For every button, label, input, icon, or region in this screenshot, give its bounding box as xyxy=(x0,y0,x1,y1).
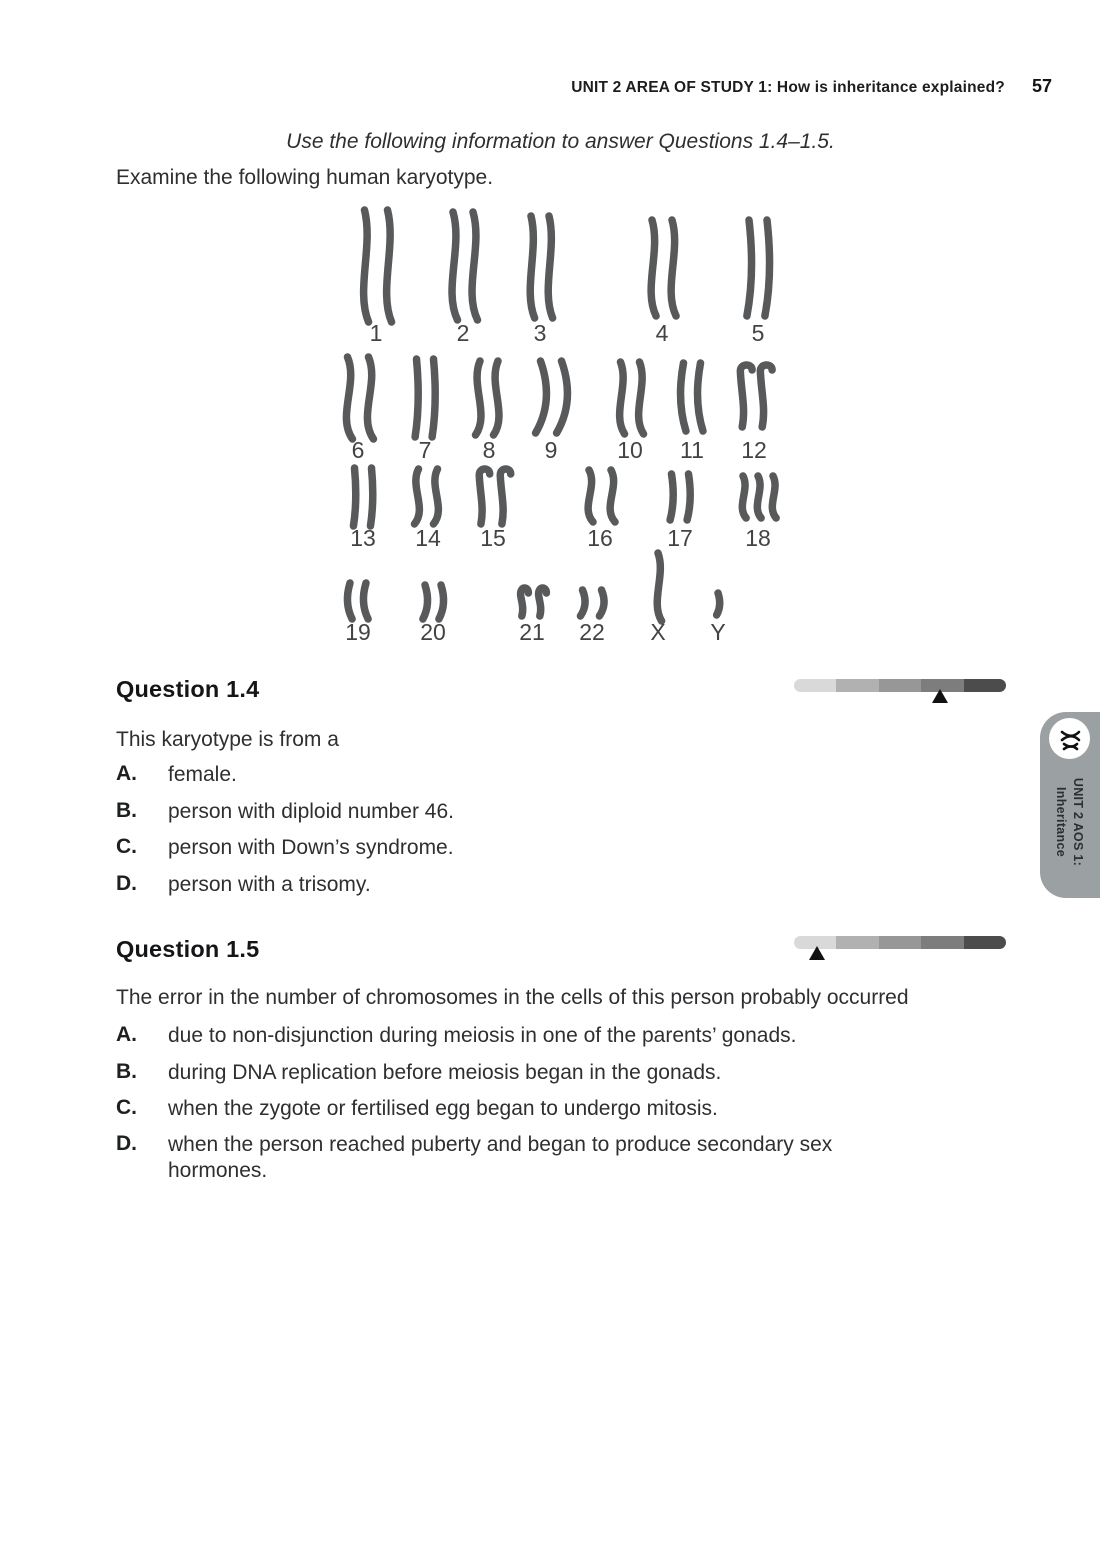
chromosome-label: 2 xyxy=(456,320,470,346)
difficulty-segment xyxy=(879,936,921,949)
difficulty-segment xyxy=(794,679,836,692)
chromosome-label: 14 xyxy=(415,525,441,551)
chromosome-label: 15 xyxy=(480,525,506,551)
chromosome xyxy=(681,363,686,431)
question-1-5-stem: The error in the number of chromosomes in the cells of this person probably occurred xyxy=(116,986,909,1009)
chromosome xyxy=(620,362,625,434)
tab-label xyxy=(1050,752,1086,892)
chromosome-label: 6 xyxy=(351,437,365,463)
chromosome xyxy=(757,476,761,518)
chromosome-label: Y xyxy=(710,619,726,645)
option-text: person with Down’s syndrome. xyxy=(168,836,454,859)
option-text: person with diploid number 46. xyxy=(168,800,455,823)
chromosome-label: 7 xyxy=(418,437,432,463)
karyotype-svg xyxy=(330,200,800,648)
chromosome xyxy=(415,359,418,437)
chromosome xyxy=(387,210,392,322)
chromosome xyxy=(346,357,352,439)
difficulty-pointer xyxy=(809,946,825,960)
difficulty-segment xyxy=(964,679,1006,692)
chromosome-label: 16 xyxy=(587,525,613,551)
chromosome xyxy=(717,593,720,615)
chromosome-label: 19 xyxy=(345,619,371,645)
chromosome xyxy=(772,476,776,518)
chromosome xyxy=(353,468,355,526)
chromosome xyxy=(548,216,552,318)
option-letter: A. xyxy=(116,1023,137,1046)
chromosome xyxy=(367,357,373,439)
difficulty-segment xyxy=(921,936,963,949)
chromosome-label: 3 xyxy=(533,320,547,346)
difficulty-bar-q1-5 xyxy=(794,936,1006,949)
chromosome xyxy=(472,212,477,320)
option-text: when the person reached puberty and began to produce secondary sex hormones. xyxy=(168,1133,833,1183)
option-text: female. xyxy=(168,763,237,786)
chromosome-label: 22 xyxy=(579,619,605,645)
chromosome xyxy=(432,359,435,437)
chromosome-label: 20 xyxy=(420,619,446,645)
chromosome xyxy=(476,361,481,435)
chromosome xyxy=(698,363,703,431)
question-1-4-stem: This karyotype is from a xyxy=(116,728,339,751)
option-letter: D. xyxy=(116,1132,137,1155)
chromosome xyxy=(740,365,752,427)
difficulty-segment xyxy=(879,679,921,692)
header-title: UNIT 2 AREA OF STUDY 1: How is inheritance explained? xyxy=(571,79,1005,96)
karyotype-prompt: Examine the following human karyotype. xyxy=(116,166,494,189)
tab-label-line1: UNIT 2 AOS 1: xyxy=(1071,777,1085,867)
chromosome-label: 8 xyxy=(482,437,496,463)
chromosome xyxy=(539,588,547,616)
chromosome-label: 13 xyxy=(350,525,376,551)
chromosome-label: 9 xyxy=(544,437,558,463)
chromosome-label: 18 xyxy=(745,525,771,551)
chromosome xyxy=(363,583,368,619)
option-letter: A. xyxy=(116,762,137,785)
chromosome xyxy=(610,470,615,522)
difficulty-segment xyxy=(836,936,878,949)
chromosome xyxy=(414,469,419,524)
chromosome xyxy=(742,476,746,518)
chromosome-label: 17 xyxy=(667,525,693,551)
chromosome-label: 10 xyxy=(617,437,643,463)
difficulty-bar-q1-4 xyxy=(794,679,1006,692)
chromosome xyxy=(433,469,438,524)
chromosome-label: 11 xyxy=(680,437,704,463)
option-letter: C. xyxy=(116,835,137,858)
difficulty-gradient xyxy=(794,936,1006,949)
question-1-4-heading: Question 1.4 xyxy=(116,676,260,702)
unit-side-tab xyxy=(1040,712,1100,898)
chromosome-label: 1 xyxy=(369,320,383,346)
chromosome xyxy=(536,361,547,433)
chromosome xyxy=(479,469,489,524)
option-letter: B. xyxy=(116,799,137,822)
option-letter: D. xyxy=(116,872,137,895)
page-number: 57 xyxy=(1031,76,1052,96)
chromosome xyxy=(760,365,772,427)
chromosome xyxy=(347,583,352,619)
karyotype-figure xyxy=(330,200,800,648)
chromosome xyxy=(423,585,428,619)
option-text: during DNA replication before meiosis began in the gonads. xyxy=(168,1061,722,1084)
chromosome xyxy=(494,361,499,435)
question-1-5-heading: Question 1.5 xyxy=(116,936,260,962)
chromosome xyxy=(521,588,529,616)
difficulty-pointer xyxy=(932,689,948,703)
chromosome xyxy=(452,212,457,320)
chromosome-label: 12 xyxy=(741,437,767,463)
chromosome xyxy=(657,553,661,621)
option-text: due to non-disjunction during meiosis in one of the parents’ gonads. xyxy=(168,1024,797,1047)
option-letter: B. xyxy=(116,1060,137,1083)
chromosome xyxy=(557,361,568,433)
page-header xyxy=(0,76,1052,97)
difficulty-segment xyxy=(964,936,1006,949)
chromosome xyxy=(500,469,510,524)
chromosome xyxy=(651,220,656,316)
chromosome-label: 21 xyxy=(519,619,545,645)
chromosome-label: 4 xyxy=(655,320,669,346)
tab-label-line2: Inheritance xyxy=(1054,787,1069,857)
chromosome xyxy=(765,220,770,316)
difficulty-gradient xyxy=(794,679,1006,692)
chromosome xyxy=(670,474,673,520)
option-text: when the zygote or fertilised egg began to undergo mitosis. xyxy=(168,1097,718,1120)
chromosome xyxy=(580,590,585,616)
chromosome-label: 5 xyxy=(751,320,765,346)
chromosome xyxy=(370,468,372,526)
chromosome xyxy=(530,216,534,318)
option-text: person with a trisomy. xyxy=(168,873,371,896)
chromosome xyxy=(747,220,752,316)
chromosome xyxy=(588,470,593,522)
chromosome-label: X xyxy=(650,619,666,645)
chromosome xyxy=(639,362,644,434)
difficulty-segment xyxy=(836,679,878,692)
chromosome xyxy=(599,590,604,616)
chromosome xyxy=(364,210,369,322)
option-letter: C. xyxy=(116,1096,137,1119)
chromosome xyxy=(439,585,444,619)
chromosome xyxy=(687,474,690,520)
chromosome xyxy=(671,220,676,316)
shared-instruction: Use the following information to answer Questions 1.4–1.5. xyxy=(286,130,835,153)
chromosome-icon xyxy=(1058,727,1082,751)
